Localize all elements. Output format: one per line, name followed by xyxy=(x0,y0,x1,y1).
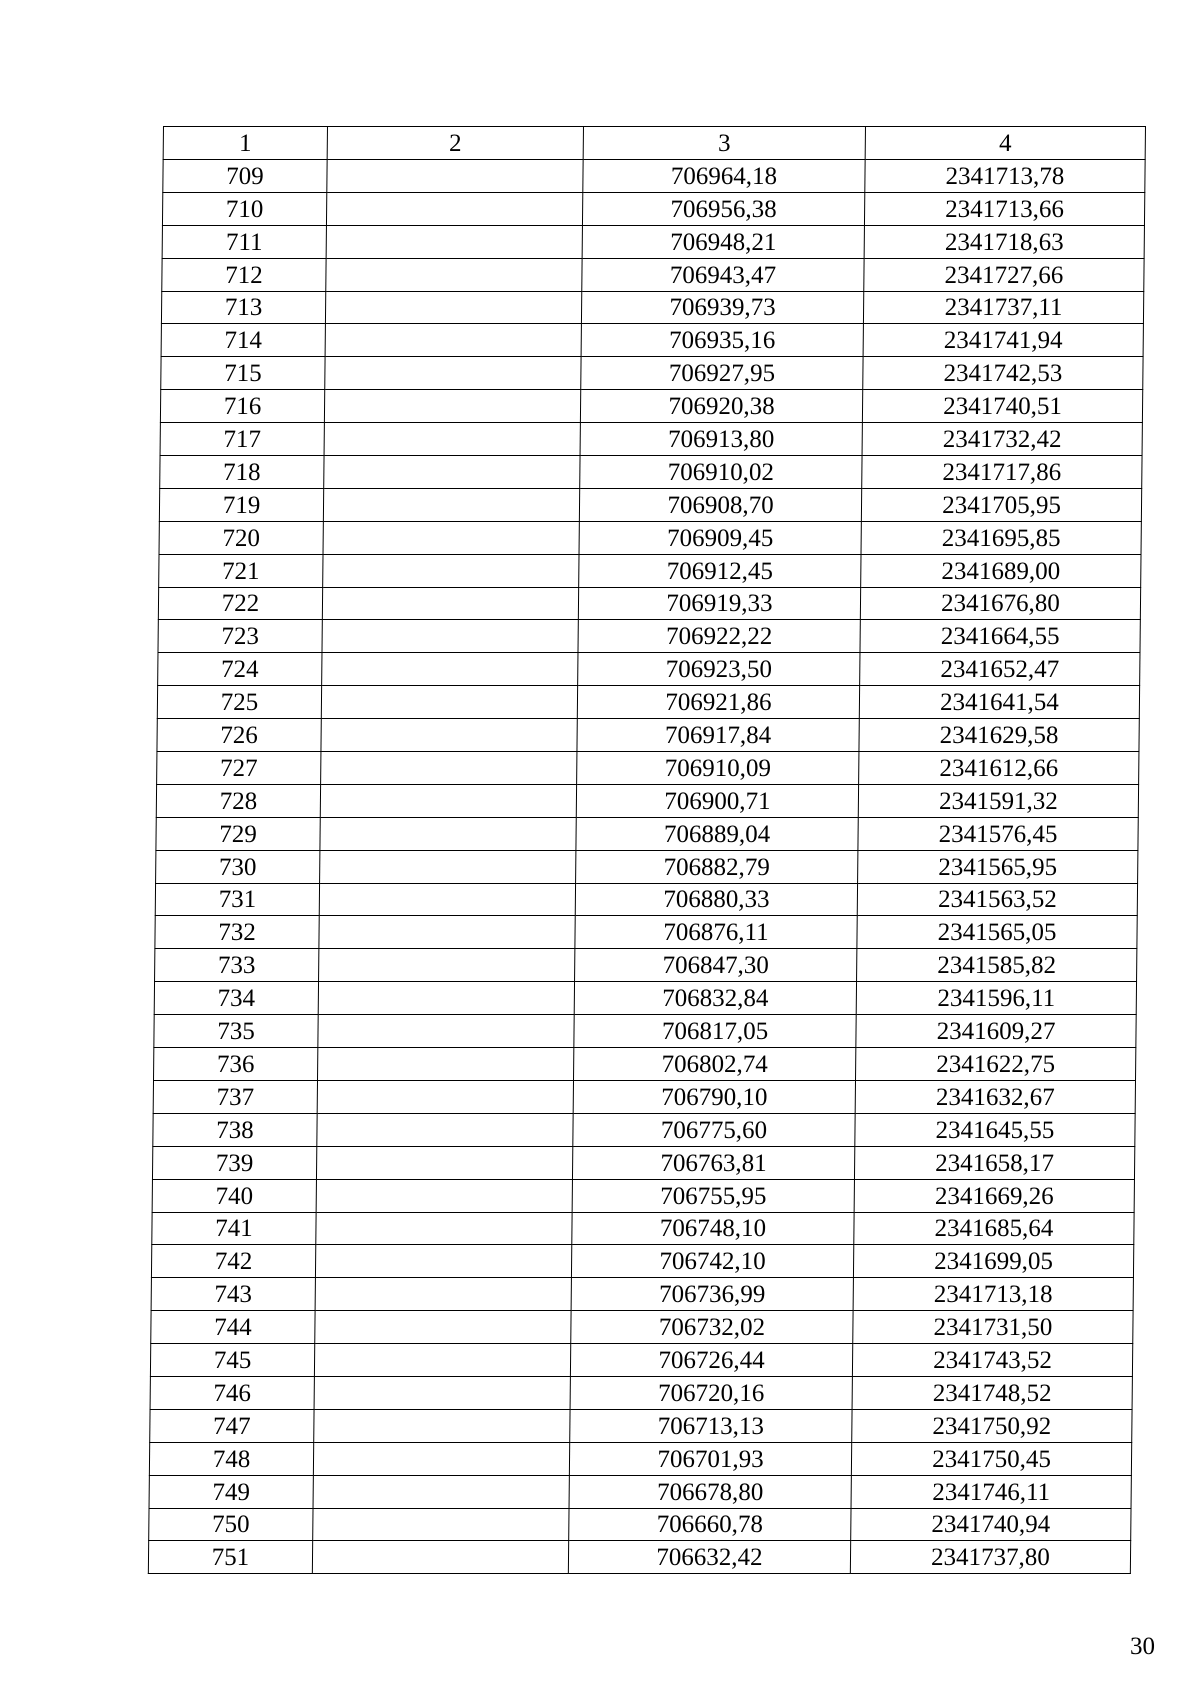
point-number-cell: 719 xyxy=(159,488,323,521)
y-coordinate-cell: 2341658,17 xyxy=(854,1146,1134,1179)
x-coordinate-cell: 706912,45 xyxy=(579,554,861,587)
x-coordinate-cell: 706775,60 xyxy=(573,1113,855,1146)
table-row xyxy=(159,488,1141,521)
point-number-cell: 740 xyxy=(152,1179,316,1212)
point-number-cell: 733 xyxy=(155,949,319,982)
empty-cell xyxy=(316,1146,572,1179)
empty-cell xyxy=(320,784,576,817)
table-row xyxy=(155,883,1137,916)
y-coordinate-cell: 2341748,52 xyxy=(852,1376,1132,1409)
point-number-cell: 730 xyxy=(156,850,320,883)
table-row xyxy=(157,719,1139,752)
y-coordinate-cell: 2341591,32 xyxy=(858,784,1138,817)
empty-cell xyxy=(316,1179,572,1212)
point-number-cell: 718 xyxy=(160,456,324,489)
table-row xyxy=(155,916,1137,949)
x-coordinate-cell: 706921,86 xyxy=(577,686,859,719)
point-number-cell: 709 xyxy=(163,160,327,193)
point-number-cell: 732 xyxy=(155,916,319,949)
y-coordinate-cell: 2341641,54 xyxy=(859,686,1139,719)
y-coordinate-cell: 2341746,11 xyxy=(851,1475,1131,1508)
y-coordinate-cell: 2341727,66 xyxy=(864,258,1144,291)
x-coordinate-cell: 706817,05 xyxy=(574,1015,856,1048)
empty-cell xyxy=(322,620,578,653)
point-number-cell: 714 xyxy=(161,324,325,357)
table-row xyxy=(150,1409,1132,1442)
x-coordinate-cell: 706900,71 xyxy=(576,784,858,817)
x-coordinate-cell: 706922,22 xyxy=(578,620,860,653)
x-coordinate-cell: 706935,16 xyxy=(581,324,863,357)
point-number-cell: 748 xyxy=(149,1442,313,1475)
table-row xyxy=(154,1048,1136,1081)
point-number-cell: 727 xyxy=(157,752,321,785)
table-row xyxy=(157,752,1139,785)
point-number-cell: 744 xyxy=(151,1311,315,1344)
empty-cell xyxy=(315,1245,571,1278)
point-number-cell: 734 xyxy=(154,982,318,1015)
y-coordinate-cell: 2341664,55 xyxy=(860,620,1140,653)
header-row xyxy=(163,127,1145,160)
x-coordinate-cell: 706913,80 xyxy=(580,423,862,456)
header-col-1: 1 xyxy=(163,127,327,160)
table-row xyxy=(162,258,1144,291)
empty-cell xyxy=(325,291,581,324)
point-number-cell: 741 xyxy=(152,1212,316,1245)
table-row xyxy=(150,1376,1132,1409)
table-row xyxy=(158,653,1140,686)
empty-cell xyxy=(319,916,575,949)
x-coordinate-cell: 706847,30 xyxy=(575,949,857,982)
table-row xyxy=(160,456,1142,489)
point-number-cell: 722 xyxy=(158,587,322,620)
x-coordinate-cell: 706910,09 xyxy=(577,752,859,785)
x-coordinate-cell: 706790,10 xyxy=(573,1080,855,1113)
empty-cell xyxy=(321,719,577,752)
y-coordinate-cell: 2341565,95 xyxy=(858,850,1138,883)
table-row xyxy=(154,982,1136,1015)
x-coordinate-cell: 706802,74 xyxy=(574,1048,856,1081)
y-coordinate-cell: 2341713,18 xyxy=(853,1278,1133,1311)
x-coordinate-cell: 706956,38 xyxy=(582,192,864,225)
y-coordinate-cell: 2341596,11 xyxy=(856,982,1136,1015)
table-row xyxy=(161,357,1143,390)
table-row xyxy=(158,587,1140,620)
x-coordinate-cell: 706908,70 xyxy=(579,488,861,521)
empty-cell xyxy=(314,1376,570,1409)
point-number-cell: 742 xyxy=(151,1245,315,1278)
y-coordinate-cell: 2341741,94 xyxy=(863,324,1143,357)
x-coordinate-cell: 706748,10 xyxy=(572,1212,854,1245)
x-coordinate-cell: 706948,21 xyxy=(582,225,864,258)
y-coordinate-cell: 2341750,45 xyxy=(851,1442,1131,1475)
table-row xyxy=(151,1245,1133,1278)
table-row xyxy=(156,784,1138,817)
point-number-cell: 710 xyxy=(162,192,326,225)
empty-cell xyxy=(313,1508,569,1541)
point-number-cell: 743 xyxy=(151,1278,315,1311)
table-row xyxy=(156,850,1138,883)
x-coordinate-cell: 706832,84 xyxy=(574,982,856,1015)
empty-cell xyxy=(321,686,577,719)
empty-cell xyxy=(318,1015,574,1048)
x-coordinate-cell: 706943,47 xyxy=(582,258,864,291)
table-row xyxy=(161,291,1143,324)
table-row xyxy=(160,423,1142,456)
header-col-4: 4 xyxy=(865,127,1145,160)
table-body xyxy=(148,160,1145,1574)
table-row xyxy=(156,817,1138,850)
empty-cell xyxy=(320,850,576,883)
point-number-cell: 712 xyxy=(162,258,326,291)
y-coordinate-cell: 2341689,00 xyxy=(861,554,1141,587)
x-coordinate-cell: 706927,95 xyxy=(581,357,863,390)
x-coordinate-cell: 706889,04 xyxy=(576,817,858,850)
point-number-cell: 750 xyxy=(149,1508,313,1541)
table-row xyxy=(152,1179,1134,1212)
table-row xyxy=(159,521,1141,554)
empty-cell xyxy=(317,1080,573,1113)
x-coordinate-cell: 706720,16 xyxy=(570,1376,852,1409)
y-coordinate-cell: 2341576,45 xyxy=(858,817,1138,850)
point-number-cell: 728 xyxy=(156,784,320,817)
table-row xyxy=(162,192,1144,225)
y-coordinate-cell: 2341609,27 xyxy=(856,1015,1136,1048)
empty-cell xyxy=(312,1541,568,1574)
point-number-cell: 751 xyxy=(148,1541,312,1574)
table-row xyxy=(154,1015,1136,1048)
empty-cell xyxy=(323,488,579,521)
table-row xyxy=(152,1146,1134,1179)
table-row xyxy=(155,949,1137,982)
x-coordinate-cell: 706882,79 xyxy=(576,850,858,883)
x-coordinate-cell: 706964,18 xyxy=(583,160,865,193)
y-coordinate-cell: 2341737,11 xyxy=(863,291,1143,324)
y-coordinate-cell: 2341676,80 xyxy=(860,587,1140,620)
x-coordinate-cell: 706736,99 xyxy=(571,1278,853,1311)
empty-cell xyxy=(319,949,575,982)
x-coordinate-cell: 706876,11 xyxy=(575,916,857,949)
y-coordinate-cell: 2341717,86 xyxy=(862,456,1142,489)
page-number: 30 xyxy=(1130,1633,1155,1660)
empty-cell xyxy=(313,1475,569,1508)
table-row xyxy=(151,1311,1133,1344)
point-number-cell: 717 xyxy=(160,423,324,456)
coordinates-table xyxy=(148,126,1146,1574)
empty-cell xyxy=(314,1344,570,1377)
y-coordinate-cell: 2341732,42 xyxy=(862,423,1142,456)
empty-cell xyxy=(313,1442,569,1475)
table-row xyxy=(160,390,1142,423)
point-number-cell: 720 xyxy=(159,521,323,554)
table-row xyxy=(149,1508,1131,1541)
point-number-cell: 716 xyxy=(160,390,324,423)
table-row xyxy=(159,554,1141,587)
empty-cell xyxy=(318,1048,574,1081)
y-coordinate-cell: 2341563,52 xyxy=(857,883,1137,916)
y-coordinate-cell: 2341740,51 xyxy=(862,390,1142,423)
x-coordinate-cell: 706678,80 xyxy=(569,1475,851,1508)
y-coordinate-cell: 2341632,67 xyxy=(855,1080,1135,1113)
y-coordinate-cell: 2341585,82 xyxy=(857,949,1137,982)
table-row xyxy=(157,686,1139,719)
table-row xyxy=(149,1442,1131,1475)
y-coordinate-cell: 2341731,50 xyxy=(853,1311,1133,1344)
point-number-cell: 746 xyxy=(150,1376,314,1409)
y-coordinate-cell: 2341695,85 xyxy=(861,521,1141,554)
x-coordinate-cell: 706939,73 xyxy=(581,291,863,324)
empty-cell xyxy=(322,587,578,620)
table-row xyxy=(152,1212,1134,1245)
table-row xyxy=(151,1278,1133,1311)
point-number-cell: 726 xyxy=(157,719,321,752)
empty-cell xyxy=(324,423,580,456)
empty-cell xyxy=(326,225,582,258)
empty-cell xyxy=(327,160,583,193)
x-coordinate-cell: 706660,78 xyxy=(569,1508,851,1541)
point-number-cell: 731 xyxy=(155,883,319,916)
empty-cell xyxy=(322,653,578,686)
y-coordinate-cell: 2341652,47 xyxy=(860,653,1140,686)
table-row xyxy=(153,1080,1135,1113)
empty-cell xyxy=(320,817,576,850)
y-coordinate-cell: 2341645,55 xyxy=(855,1113,1135,1146)
empty-cell xyxy=(317,1113,573,1146)
empty-cell xyxy=(318,982,574,1015)
point-number-cell: 737 xyxy=(153,1080,317,1113)
x-coordinate-cell: 706880,33 xyxy=(575,883,857,916)
x-coordinate-cell: 706755,95 xyxy=(572,1179,854,1212)
table-row xyxy=(153,1113,1135,1146)
point-number-cell: 738 xyxy=(153,1113,317,1146)
x-coordinate-cell: 706742,10 xyxy=(571,1245,853,1278)
y-coordinate-cell: 2341699,05 xyxy=(853,1245,1133,1278)
point-number-cell: 715 xyxy=(161,357,325,390)
point-number-cell: 739 xyxy=(152,1146,316,1179)
y-coordinate-cell: 2341622,75 xyxy=(856,1048,1136,1081)
empty-cell xyxy=(315,1311,571,1344)
x-coordinate-cell: 706632,42 xyxy=(568,1541,850,1574)
y-coordinate-cell: 2341750,92 xyxy=(852,1409,1132,1442)
point-number-cell: 713 xyxy=(161,291,325,324)
y-coordinate-cell: 2341718,63 xyxy=(864,225,1144,258)
empty-cell xyxy=(325,324,581,357)
y-coordinate-cell: 2341705,95 xyxy=(861,488,1141,521)
x-coordinate-cell: 706726,44 xyxy=(570,1344,852,1377)
header-col-3: 3 xyxy=(583,127,865,160)
header-col-2: 2 xyxy=(327,127,583,160)
x-coordinate-cell: 706763,81 xyxy=(572,1146,854,1179)
empty-cell xyxy=(323,521,579,554)
empty-cell xyxy=(326,258,582,291)
empty-cell xyxy=(321,752,577,785)
empty-cell xyxy=(316,1212,572,1245)
x-coordinate-cell: 706909,45 xyxy=(579,521,861,554)
empty-cell xyxy=(325,357,581,390)
empty-cell xyxy=(314,1409,570,1442)
empty-cell xyxy=(315,1278,571,1311)
x-coordinate-cell: 706732,02 xyxy=(571,1311,853,1344)
x-coordinate-cell: 706713,13 xyxy=(570,1409,852,1442)
x-coordinate-cell: 706701,93 xyxy=(569,1442,851,1475)
table-row xyxy=(163,160,1145,193)
point-number-cell: 735 xyxy=(154,1015,318,1048)
point-number-cell: 721 xyxy=(159,554,323,587)
y-coordinate-cell: 2341713,66 xyxy=(864,192,1144,225)
table-row xyxy=(149,1475,1131,1508)
y-coordinate-cell: 2341740,94 xyxy=(851,1508,1131,1541)
point-number-cell: 749 xyxy=(149,1475,313,1508)
y-coordinate-cell: 2341713,78 xyxy=(865,160,1145,193)
empty-cell xyxy=(324,390,580,423)
y-coordinate-cell: 2341737,80 xyxy=(850,1541,1130,1574)
table-header xyxy=(163,127,1145,160)
point-number-cell: 729 xyxy=(156,817,320,850)
x-coordinate-cell: 706920,38 xyxy=(580,390,862,423)
point-number-cell: 723 xyxy=(158,620,322,653)
y-coordinate-cell: 2341669,26 xyxy=(854,1179,1134,1212)
point-number-cell: 747 xyxy=(150,1409,314,1442)
y-coordinate-cell: 2341742,53 xyxy=(863,357,1143,390)
point-number-cell: 724 xyxy=(158,653,322,686)
x-coordinate-cell: 706917,84 xyxy=(577,719,859,752)
table-row xyxy=(148,1541,1130,1574)
empty-cell xyxy=(319,883,575,916)
table-row xyxy=(162,225,1144,258)
point-number-cell: 745 xyxy=(150,1344,314,1377)
empty-cell xyxy=(326,192,582,225)
table-row xyxy=(150,1344,1132,1377)
y-coordinate-cell: 2341743,52 xyxy=(852,1344,1132,1377)
x-coordinate-cell: 706910,02 xyxy=(580,456,862,489)
empty-cell xyxy=(323,554,579,587)
y-coordinate-cell: 2341565,05 xyxy=(857,916,1137,949)
y-coordinate-cell: 2341629,58 xyxy=(859,719,1139,752)
y-coordinate-cell: 2341685,64 xyxy=(854,1212,1134,1245)
point-number-cell: 725 xyxy=(157,686,321,719)
y-coordinate-cell: 2341612,66 xyxy=(859,752,1139,785)
empty-cell xyxy=(324,456,580,489)
point-number-cell: 736 xyxy=(154,1048,318,1081)
x-coordinate-cell: 706919,33 xyxy=(578,587,860,620)
table-row xyxy=(161,324,1143,357)
point-number-cell: 711 xyxy=(162,225,326,258)
x-coordinate-cell: 706923,50 xyxy=(578,653,860,686)
table-row xyxy=(158,620,1140,653)
